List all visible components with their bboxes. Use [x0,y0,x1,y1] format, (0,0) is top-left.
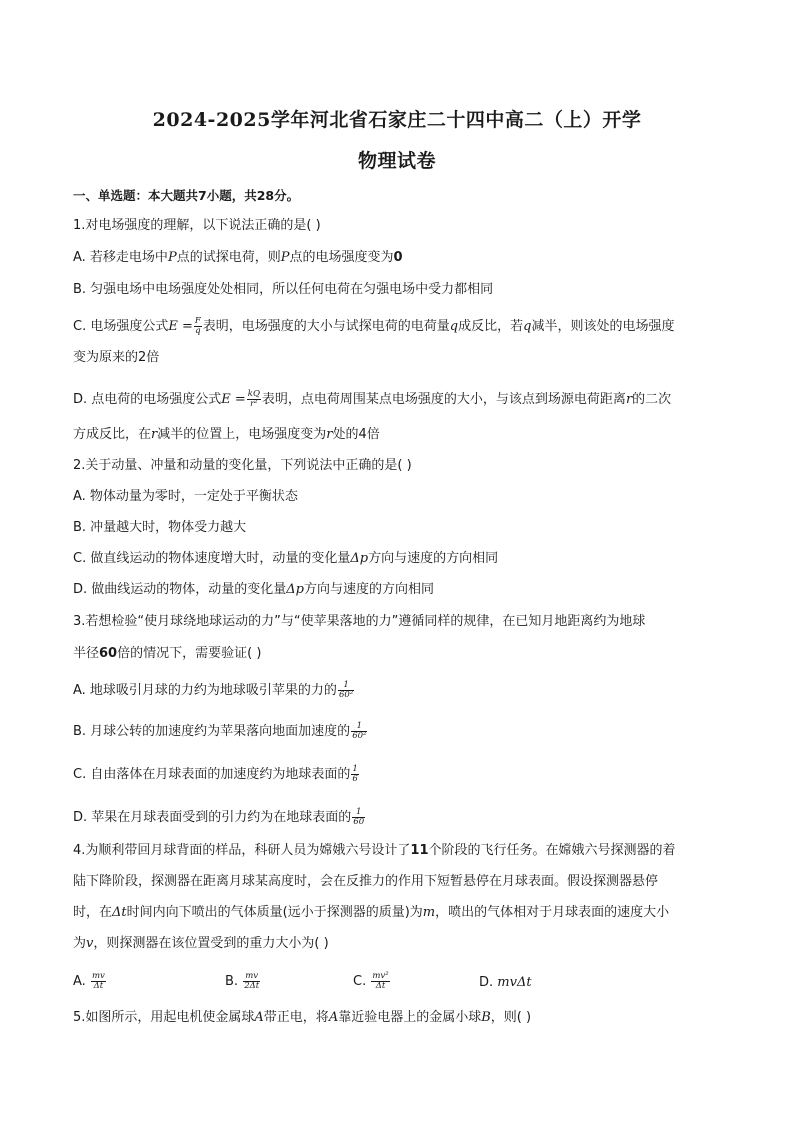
q1-option-c: C. 电场强度公式E = $\frac{F}{q}$ 表明，电场强度的大小与试探电荷的电荷量q成反比，若q减半，则该处的电场强度 [73,316,675,336]
q1-option-b: B. 匀强电场中电场强度处处相同，所以任何电荷在匀强电场中受力都相同 [73,282,494,297]
q2-option-d: D. 做曲线运动的物体，动量的变化量Δp方向与速度的方向相同 [73,582,435,597]
fraction-1-over-60sq: $\frac{1}{\text{60²}}$ [352,721,367,741]
fraction-f-over-q: $\frac{F}{q}$ [194,316,201,336]
q3-option-b: B. 月球公转的加速度约为苹果落向地面加速度的 $\frac{1}{\text{60²}}$ [73,721,367,741]
q4-option-a: A. $\frac{mv}{\Delta t}$ [73,971,105,991]
exam-title-line2: 物理试卷 [357,150,436,172]
q3-stem-cont: 半径60倍的情况下，需要验证( ) [73,646,262,661]
q4-stem-line3: 时，在Δt时间内向下喷出的气体质量(远小于探测器的质量)为m，喷出的气体相对于月球表面的速度大小 [73,905,670,920]
fraction-kq-over-r2: $\frac{kQ}{\text{r²}}$ [247,389,260,409]
q3-stem: 3.若想检验“使月球绕地球运动的力”与“使苹果落地的力”遵循同样的规律，在已知月地距离约为地球 [73,614,646,629]
exam-title-line1: 2024-2025学年河北省石家庄二十四中高二（上）开学 [152,109,642,131]
q1-option-a: A. 若移走电场中P点的试探电荷，则P点的电场强度变为0 [73,250,403,265]
q5-stem: 5.如图所示，用起电机使金属球A带正电，将A靠近验电器上的金属小球B，则( ) [73,1010,532,1025]
q1-option-c-cont: 变为原来的2倍 [73,350,160,365]
q4-option-d: D. mvΔt [479,975,532,990]
q1-option-d: D. 点电荷的电场强度公式E = $\frac{kQ}{\text{r²}}$ 表明，点电荷周围某点电场强度的大小，与该点到场源电荷距离r的二次 [73,389,672,409]
fraction-1-over-60sq: $\frac{1}{\text{60²}}$ [338,680,354,700]
q2-option-c: C. 做直线运动的物体速度增大时，动量的变化量Δp方向与速度的方向相同 [73,551,499,566]
q4-option-b: B. $\frac{mv}{2\Delta t}$ [225,971,260,991]
fraction-1-over-6: $\frac{1}{6}$ [352,764,358,784]
q4-options-row [73,972,733,994]
q2-option-a: A. 物体动量为零时，一定处于平衡状态 [73,489,298,504]
q3-option-c: C. 自由落体在月球表面的加速度约为地球表面的 $\frac{1}{6}$ [73,764,358,784]
q4-stem: 4.为顺利带回月球背面的样品，科研人员为嫦娥六号设计了11个阶段的飞行任务。在嫦娥六号探测器的着 [73,843,676,858]
q1-option-d-cont: 方成反比，在r减半的位置上，电场强度变为r处的4倍 [73,427,380,442]
fraction-1-over-60: $\frac{1}{60}$ [353,807,365,827]
q4-stem-line2: 陆下降阶段，探测器在距离月球某高度时，会在反推力的作用下短暂悬停在月球表面。假设探测器悬停 [73,874,659,889]
q2-option-b: B. 冲量越大时，物体受力越大 [73,520,247,535]
q3-option-a: A. 地球吸引月球的力约为地球吸引苹果的力的 $\frac{1}{\text{60²}}$ [73,680,354,700]
q2-stem: 2.关于动量、冲量和动量的变化量，下列说法中正确的是( ) [73,458,412,473]
q3-option-d: D. 苹果在月球表面受到的引力约为在地球表面的 $\frac{1}{60}$ [73,807,365,827]
q4-option-c: C. $\frac{\text{mv²}}{\Delta t}$ [353,971,389,991]
q4-stem-line4: 为v，则探测器在该位置受到的重力大小为( ) [73,936,329,951]
q1-stem: 1.对电场强度的理解，以下说法正确的是( ) [73,218,321,233]
section-heading: 一、单选题：本大题共7小题，共28分。 [73,188,300,203]
